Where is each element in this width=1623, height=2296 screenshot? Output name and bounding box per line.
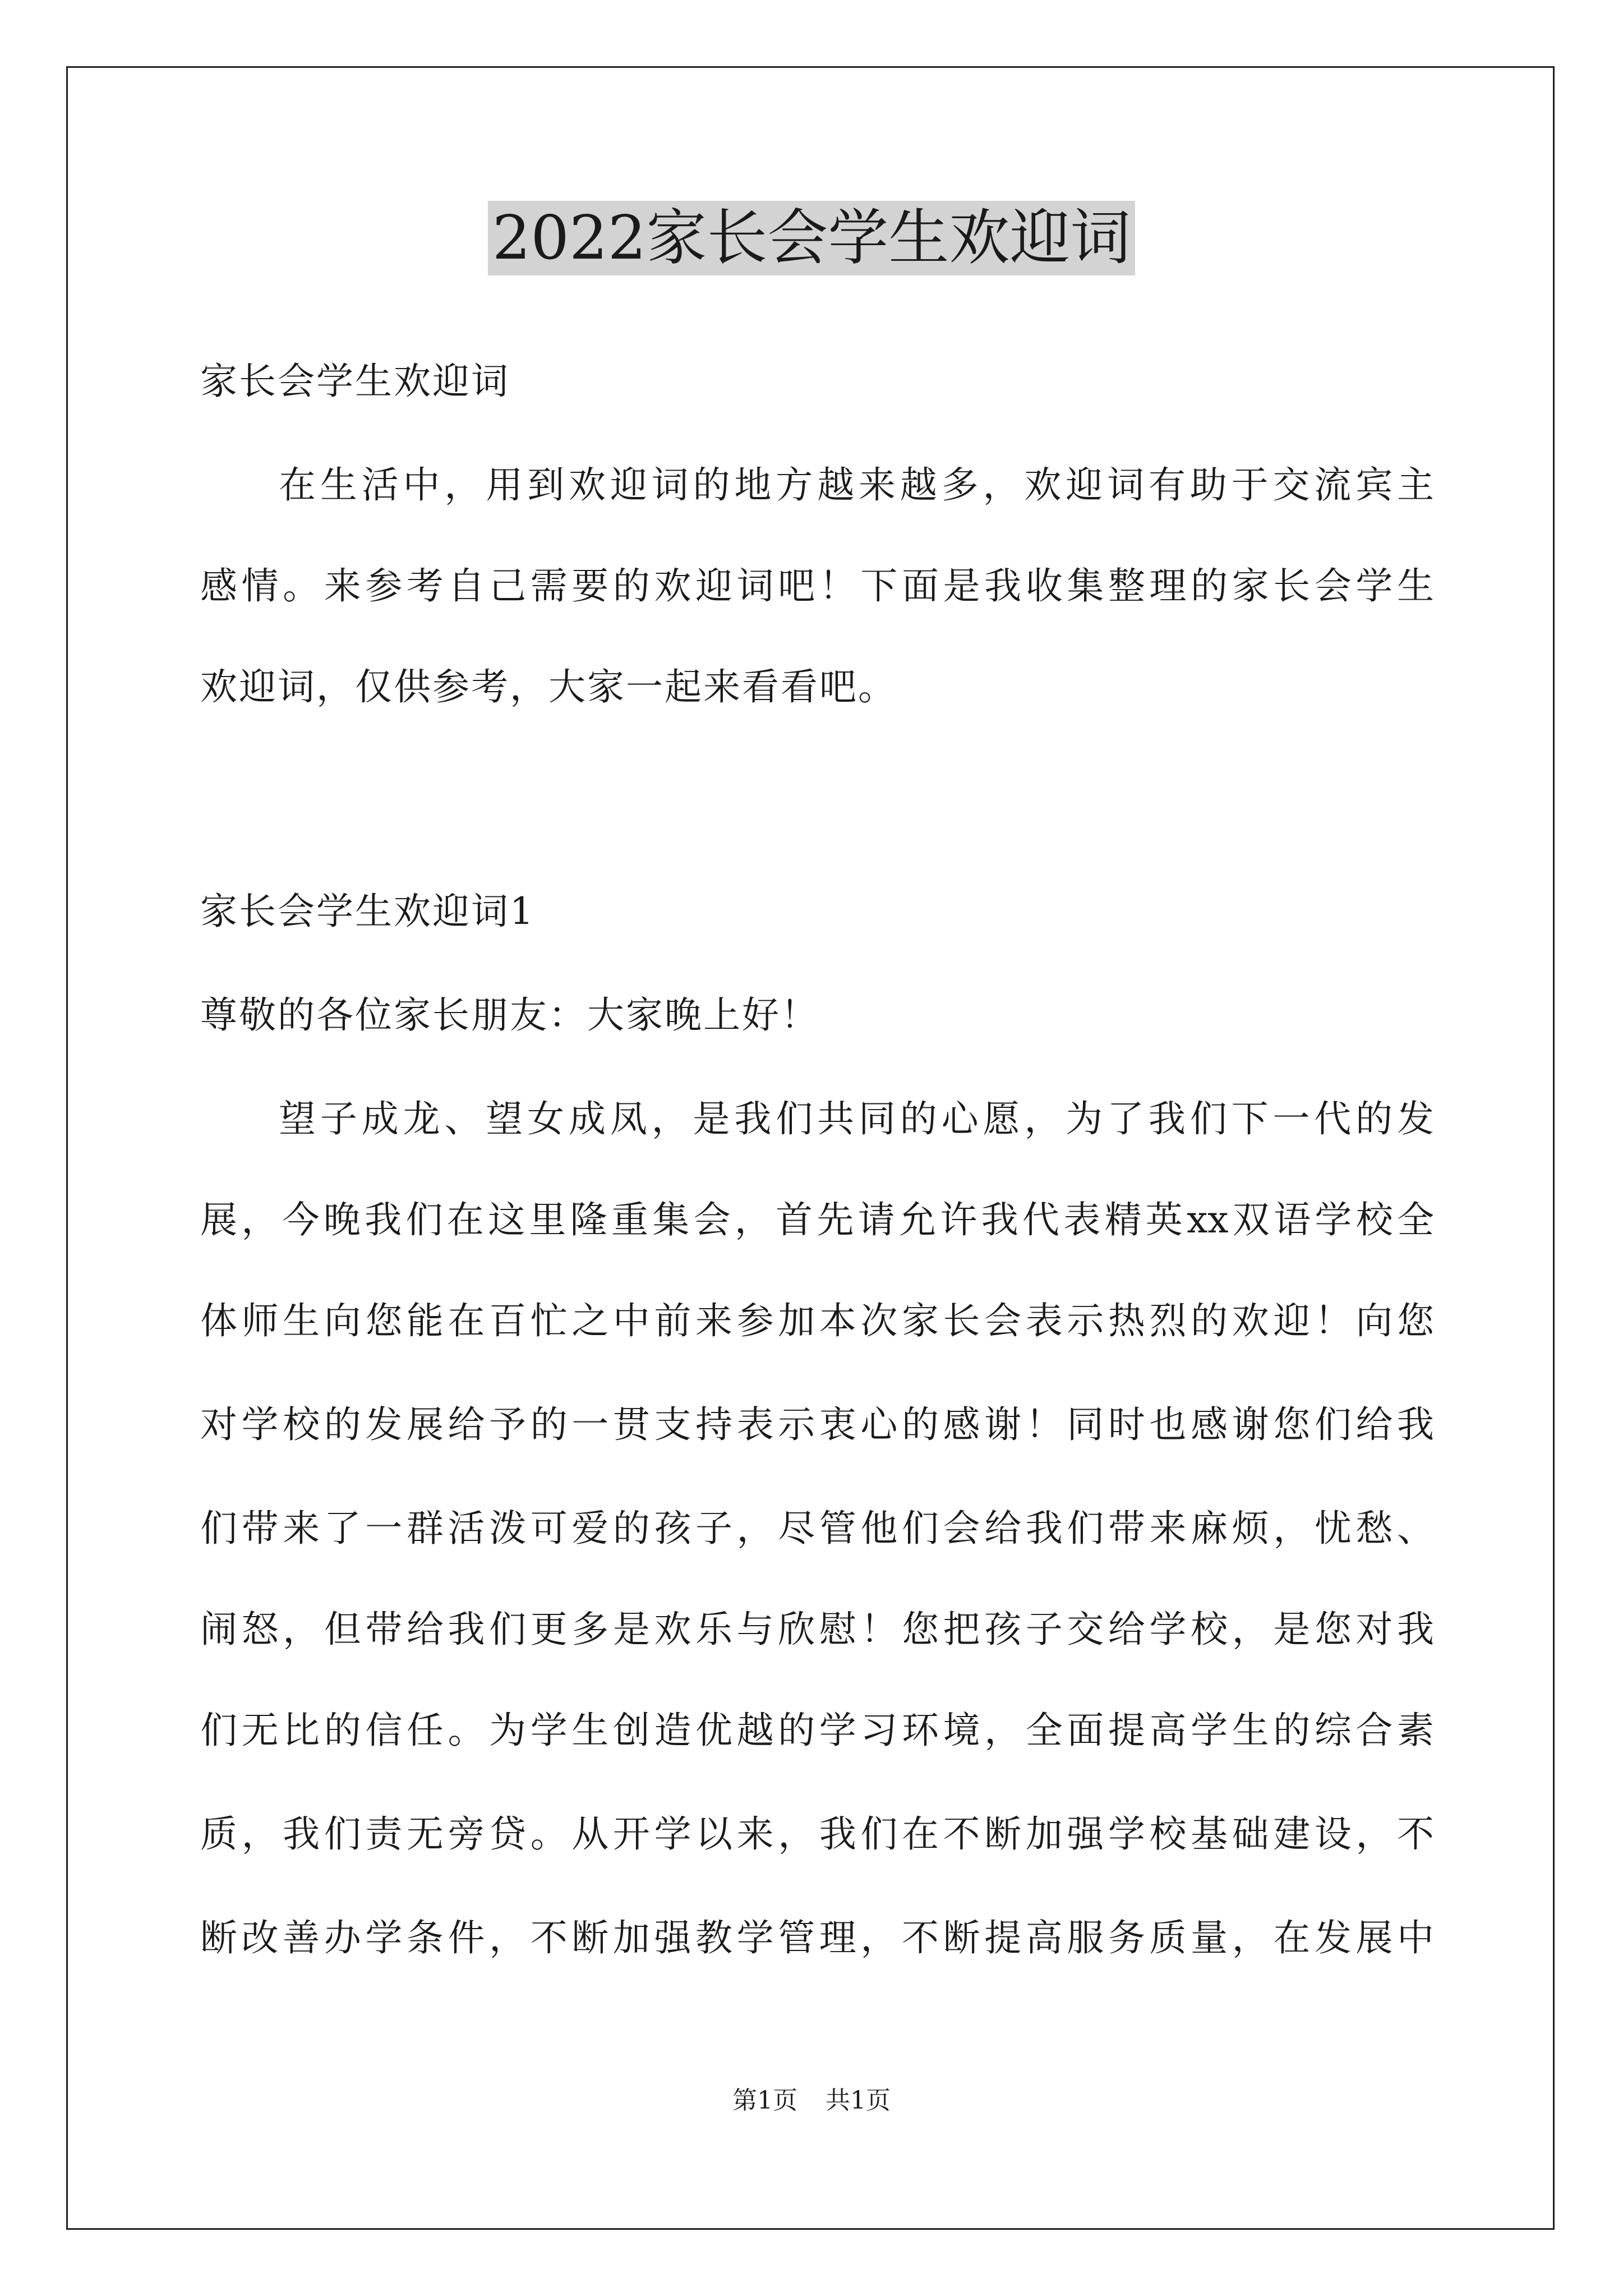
section1-paragraph-line: 对学校的发展给予的一贯支持表示衷心的感谢！同时也感谢您们给我 — [200, 1403, 1434, 1446]
page-footer — [0, 2084, 1623, 2118]
intro-paragraph-line: 感情。来参考自己需要的欢迎词吧！下面是我收集整理的家长会学生 — [200, 564, 1434, 608]
intro-heading: 家长会学生欢迎词 — [200, 360, 510, 403]
page-number-total: 共1页 — [826, 2086, 891, 2115]
section1-paragraph-line: 闹怒，但带给我们更多是欢乐与欣慰！您把孩子交给学校，是您对我 — [200, 1608, 1434, 1651]
section1-paragraph-line: 质，我们责无旁贷。从开学以来，我们在不断加强学校基础建设，不 — [200, 1812, 1434, 1856]
section1-heading: 家长会学生欢迎词1 — [200, 890, 535, 933]
section1-paragraph-line: 们带来了一群活泼可爱的孩子，尽管他们会给我们带来麻烦，忧愁、 — [200, 1507, 1434, 1550]
section1-paragraph-line: 断改善办学条件，不断加强教学管理，不断提高服务质量，在发展中 — [200, 1916, 1434, 1959]
section1-paragraph-line: 望子成龙、望女成凤，是我们共同的心愿，为了我们下一代的发 — [279, 1097, 1434, 1140]
intro-paragraph-line: 在生活中，用到欢迎词的地方越来越多，欢迎词有助于交流宾主 — [279, 463, 1434, 507]
section1-salutation: 尊敬的各位家长朋友：大家晚上好！ — [200, 993, 819, 1037]
section1-paragraph-line: 展，今晚我们在这里隆重集会，首先请允许我代表精英xx双语学校全 — [200, 1198, 1434, 1241]
intro-paragraph-line: 欢迎词，仅供参考，大家一起来看看吧。 — [200, 665, 897, 708]
page-number-current: 第1页 — [732, 2086, 797, 2115]
document-title — [0, 199, 1623, 278]
section1-paragraph-line: 体师生向您能在百忙之中前来参加本次家长会表示热烈的欢迎！向您 — [200, 1299, 1434, 1342]
section1-paragraph-line: 们无比的信任。为学生创造优越的学习环境，全面提高学生的综合素 — [200, 1709, 1434, 1752]
document-title-text: 2022家长会学生欢迎词 — [488, 201, 1136, 275]
